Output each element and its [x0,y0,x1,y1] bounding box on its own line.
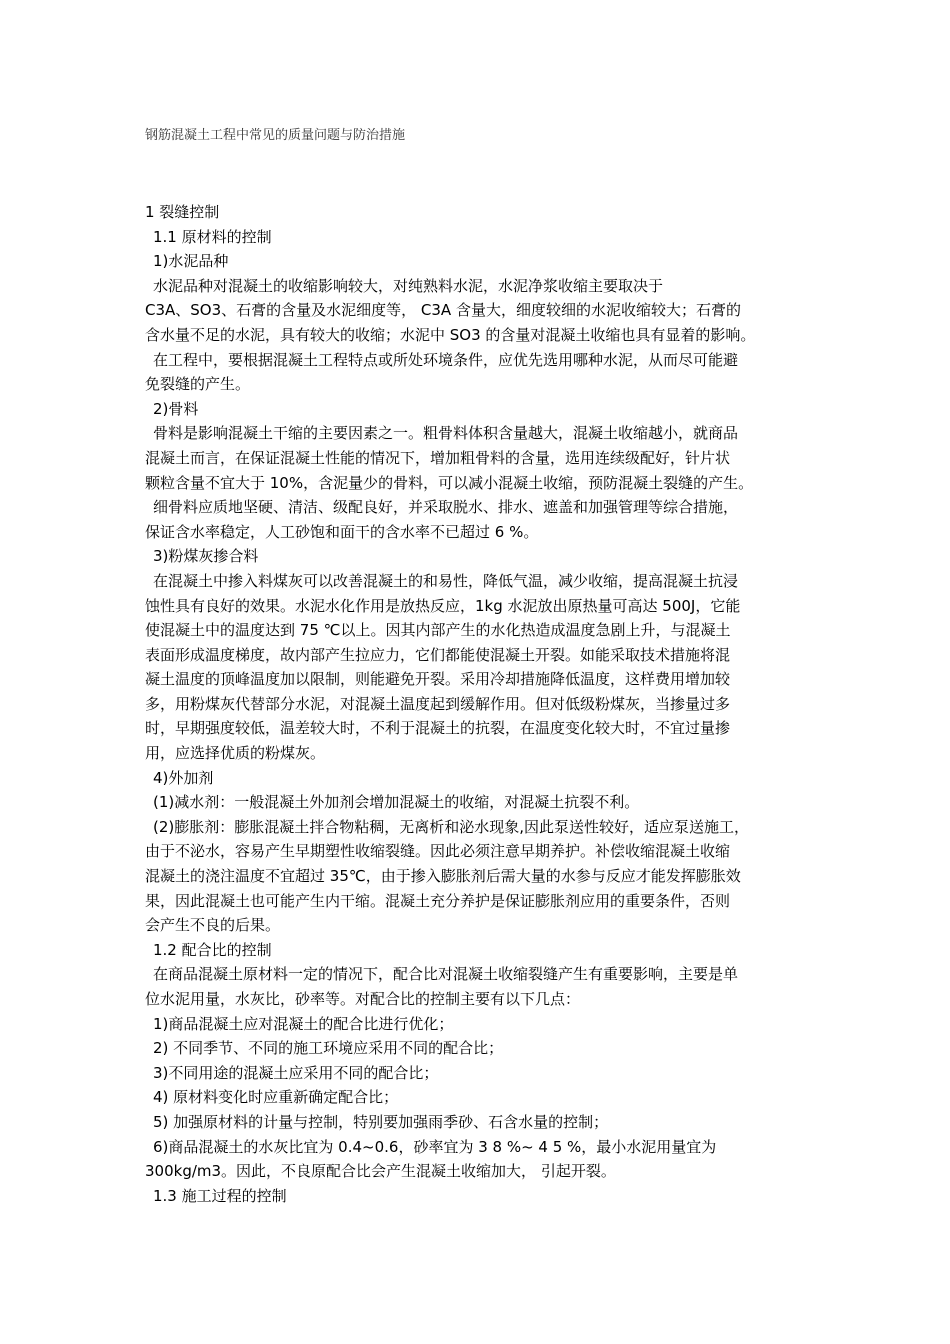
paragraph-line: 4)外加剂 [153,768,214,787]
paragraph-line: 含水量不足的水泥，具有较大的收缩；水泥中 SO3 的含量对混凝土收缩也具有显着的影响。 [145,325,756,344]
paragraph-line: 保证含水率稳定，人工砂饱和面干的含水率不已超过 6 %。 [145,522,539,541]
paragraph-line: 多，用粉煤灰代替部分水泥，对混凝土温度起到缓解作用。但对低级粉煤灰，当掺量过多 [145,694,731,713]
paragraph-line: 由于不泌水，容易产生早期塑性收缩裂缝。因此必须注意早期养护。补偿收缩混凝土收缩 [145,842,731,861]
document-body [145,200,825,1208]
paragraph-line: 在工程中，要根据混凝土工程特点或所处环境条件，应优先选用哪种水泥，从而尽可能避 [153,350,739,369]
paragraph-line: 颗粒含量不宜大于 10%，含泥量少的骨料，可以减小混凝土收缩，预防混凝土裂缝的产生。 [145,473,754,492]
paragraph-line: 免裂缝的产生。 [145,375,251,394]
paragraph-line: 1.1 原材料的控制 [153,227,272,246]
paragraph-line: 水泥品种对混凝土的收缩影响较大，对纯熟料水泥，水泥净浆收缩主要取决于 [153,276,664,295]
paragraph-line: 2)骨料 [153,399,199,418]
paragraph-line: 混凝土而言，在保证混凝土性能的情况下，增加粗骨料的含量，选用连续级配好，针片状 [145,448,731,467]
paragraph-line: 蚀性具有良好的效果。水泥水化作用是放热反应，1kg 水泥放出原热量可高达 500J，它能 [145,596,741,615]
paragraph-line: 在混凝土中掺入料煤灰可以改善混凝土的和易性，降低气温，减少收缩，提高混凝土抗浸 [153,571,739,590]
paragraph-line: 在商品混凝土原材料一定的情况下，配合比对混凝土收缩裂缝产生有重要影响，主要是单 [153,965,739,984]
paragraph-line: 凝土温度的顶峰温度加以限制，则能避免开裂。采用冷却措施降低温度，这样费用增加较 [145,670,731,689]
paragraph-line: 骨料是影响混凝土干缩的主要因素之一。粗骨料体积含量越大，混凝土收缩越小，就商品 [153,424,739,443]
paragraph-line: 1)商品混凝土应对混凝土的配合比进行优化； [153,1014,454,1033]
paragraph-line: 1)水泥品种 [153,252,229,271]
paragraph-line: (1)减水剂：一般混凝土外加剂会增加混凝土的收缩，对混凝土抗裂不利。 [153,793,640,812]
paragraph-line: 1 裂缝控制 [145,203,220,221]
paragraph-line: 3)粉煤灰掺合料 [153,547,259,566]
paragraph-line: 表面形成温度梯度，故内部产生拉应力，它们都能使混凝土开裂。如能采取技术措施将混 [145,645,731,664]
paragraph-line: (2)膨胀剂：膨胀混凝土拌合物粘稠，无离析和泌水现象,因此泵送性较好，适应泵送施工， [153,817,750,836]
paragraph-line: 使混凝土中的温度达到 75 ℃以上。因其内部产生的水化热造成温度急剧上升，与混凝土 [145,621,731,640]
paragraph-line: 用，应选择优质的粉煤灰。 [145,744,326,763]
paragraph-line: 1.3 施工过程的控制 [153,1186,287,1205]
paragraph-line: 细骨料应质地坚硬、清洁、级配良好，并采取脱水、排水、遮盖和加强管理等综合措施， [153,498,739,517]
paragraph-line: 2) 不同季节、不同的施工环境应采用不同的配合比； [153,1039,504,1058]
paragraph-line: 6)商品混凝土的水灰比宜为 0.4~0.6，砂率宜为 3 8 %~ 4 5 %，最小水泥用量宜为 [153,1137,717,1156]
paragraph-line: 4) 原材料变化时应重新确定配合比； [153,1088,399,1107]
paragraph-line: 1.2 配合比的控制 [153,940,272,959]
paragraph-line: 300kg/m3。因此，不良原配合比会产生混凝土收缩加大， 引起开裂。 [145,1162,616,1181]
paragraph-line: 混凝土的浇注温度不宜超过 35℃，由于掺入膨胀剂后需大量的水参与反应才能发挥膨胀效 [145,867,741,886]
paragraph-line: C3A、SO3、石膏的含量及水泥细度等， C3A 含量大，细度较细的水泥收缩较大；石膏的 [145,301,741,320]
paragraph-line: 果，因此混凝土也可能产生内干缩。混凝土充分养护是保证膨胀剂应用的重要条件，否则 [145,891,731,910]
paragraph-line: 时，早期强度较低，温差较大时，不利于混凝土的抗裂，在温度变化较大时，不宜过量掺 [145,719,731,738]
paragraph-line: 位水泥用量，水灰比，砂率等。对配合比的控制主要有以下几点： [145,990,581,1008]
paragraph-line: 3)不同用途的混凝土应采用不同的配合比； [153,1063,439,1082]
paragraph-line: 5) 加强原材料的计量与控制，特别要加强雨季砂、石含水量的控制； [153,1112,609,1131]
document-title: 钢筋混凝土工程中常见的质量问题与防治措施 [145,128,406,143]
paragraph-line: 会产生不良的后果。 [145,916,281,935]
